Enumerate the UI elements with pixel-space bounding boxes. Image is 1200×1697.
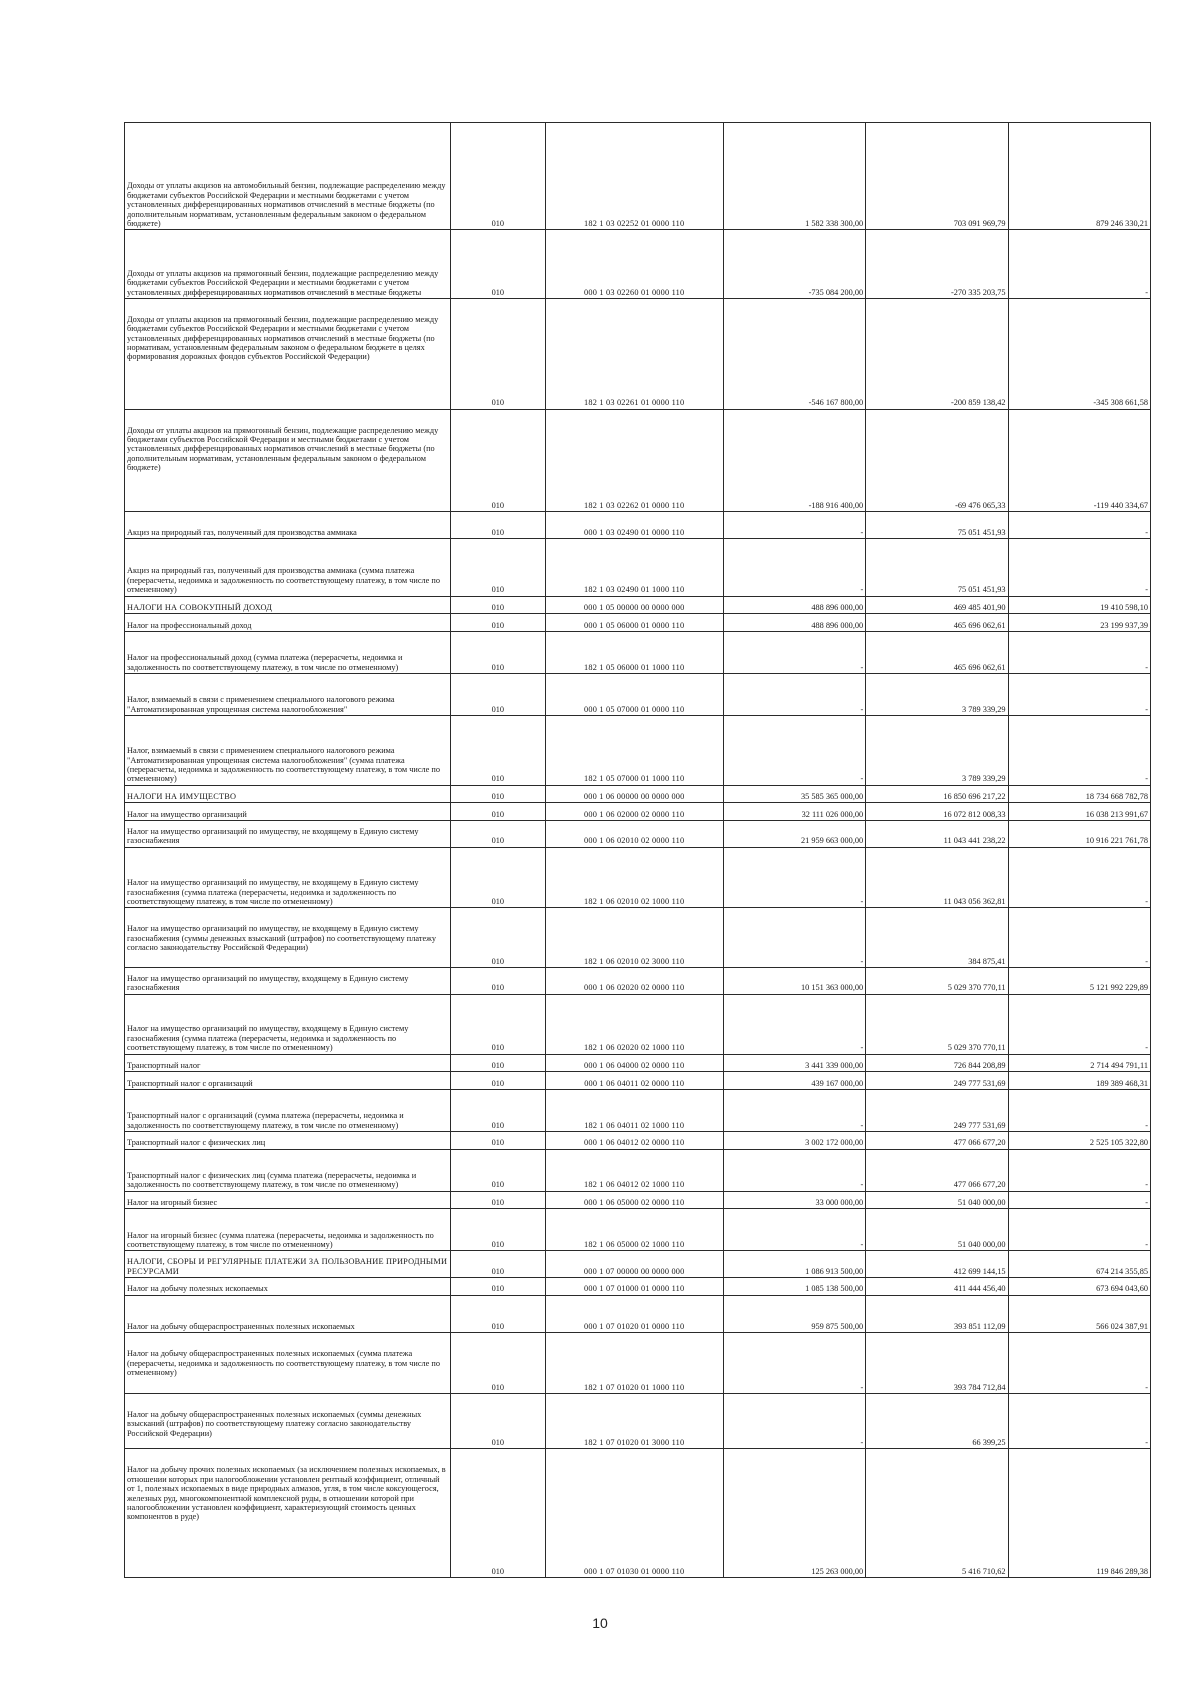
row-name: Налог на игорный бизнес: [125, 1191, 451, 1209]
row-unexecuted-amount: 879 246 330,21: [1008, 123, 1150, 230]
row-name: Налог на имущество организаций по имуществу, входящему в Единую систему газоснабжения: [125, 968, 451, 995]
row-budget-code: 000 1 06 02020 02 0000 110: [545, 968, 723, 995]
row-executed-amount: 16 850 696 217,22: [866, 785, 1008, 803]
row-name: Налог на профессиональный доход: [125, 614, 451, 632]
row-unexecuted-amount: -: [1008, 847, 1150, 908]
row-unexecuted-amount: -: [1008, 715, 1150, 785]
row-unexecuted-amount: -: [1008, 538, 1150, 596]
row-unexecuted-amount: 5 121 992 229,89: [1008, 968, 1150, 995]
row-unexecuted-amount: -: [1008, 994, 1150, 1054]
row-executed-amount: 465 696 062,61: [866, 631, 1008, 673]
table-row: [125, 409, 1151, 512]
row-budget-code: 182 1 03 02252 01 0000 110: [545, 123, 723, 230]
row-approved-amount: 32 111 026 000,00: [723, 803, 865, 821]
row-approved-amount: -546 167 800,00: [723, 298, 865, 409]
table-row: [125, 1131, 1151, 1149]
row-line-code: 010: [451, 1277, 546, 1295]
row-approved-amount: 959 875 500,00: [723, 1295, 865, 1333]
row-name: Налог, взимаемый в связи с применением специального налогового режима "Автоматизированная упрощенная система налогообложения": [125, 673, 451, 715]
table-row: [125, 821, 1151, 848]
row-unexecuted-amount: -: [1008, 1333, 1150, 1394]
row-executed-amount: 3 789 339,29: [866, 715, 1008, 785]
row-budget-code: 000 1 07 01030 01 0000 110: [545, 1449, 723, 1578]
row-budget-code: 182 1 06 04011 02 1000 110: [545, 1089, 723, 1131]
table-row: [125, 614, 1151, 632]
row-name: Налог на игорный бизнес (сумма платежа (перерасчеты, недоимка и задолженность по соответствующему платежу, в том числе по отмененному): [125, 1209, 451, 1251]
table-row: [125, 803, 1151, 821]
row-name: Транспортный налог с физических лиц: [125, 1131, 451, 1149]
row-executed-amount: 412 699 144,15: [866, 1251, 1008, 1278]
row-executed-amount: 411 444 456,40: [866, 1277, 1008, 1295]
row-budget-code: 182 1 06 04012 02 1000 110: [545, 1149, 723, 1191]
table-row: [125, 785, 1151, 803]
income-execution-table: [124, 122, 1151, 1578]
row-line-code: 010: [451, 1089, 546, 1131]
table-row: [125, 538, 1151, 596]
row-line-code: 010: [451, 596, 546, 614]
row-unexecuted-amount: 2 714 494 791,11: [1008, 1054, 1150, 1072]
table-row: [125, 1295, 1151, 1333]
row-line-code: 010: [451, 1149, 546, 1191]
row-name: Доходы от уплаты акцизов на прямогонный бензин, подлежащие распределению между бюджетами субъектов Российской Федерации и местными бюджетами с учетом установленных дифференцированных нормативов отчислений в местные бюджеты (по нормативам, установленным федеральным законом о федеральном бюджете в целях формирования дорожных фондов субъектов Российской Федерации): [125, 298, 451, 409]
row-unexecuted-amount: 2 525 105 322,80: [1008, 1131, 1150, 1149]
table-row: [125, 1149, 1151, 1191]
row-unexecuted-amount: 673 694 043,60: [1008, 1277, 1150, 1295]
row-executed-amount: 249 777 531,69: [866, 1072, 1008, 1090]
row-executed-amount: 75 051 451,93: [866, 512, 1008, 539]
row-line-code: 010: [451, 1191, 546, 1209]
row-unexecuted-amount: 23 199 937,39: [1008, 614, 1150, 632]
row-unexecuted-amount: -: [1008, 1209, 1150, 1251]
row-name: Акциз на природный газ, полученный для производства аммиака (сумма платежа (перерасчеты, недоимка и задолженность по соответствующему платежу, в том числе по отмененному): [125, 538, 451, 596]
row-unexecuted-amount: -: [1008, 1191, 1150, 1209]
row-unexecuted-amount: -: [1008, 512, 1150, 539]
table-row: [125, 715, 1151, 785]
row-budget-code: 182 1 03 02490 01 1000 110: [545, 538, 723, 596]
row-approved-amount: 35 585 365 000,00: [723, 785, 865, 803]
row-unexecuted-amount: -: [1008, 1089, 1150, 1131]
row-name: Транспортный налог с организаций: [125, 1072, 451, 1090]
table-row: [125, 673, 1151, 715]
row-approved-amount: -735 084 200,00: [723, 230, 865, 299]
row-line-code: 010: [451, 715, 546, 785]
row-budget-code: 000 1 07 01020 01 0000 110: [545, 1295, 723, 1333]
row-approved-amount: -: [723, 1089, 865, 1131]
row-line-code: 010: [451, 821, 546, 848]
row-line-code: 010: [451, 673, 546, 715]
row-budget-code: 182 1 03 02262 01 0000 110: [545, 409, 723, 512]
row-approved-amount: -: [723, 512, 865, 539]
row-approved-amount: -: [723, 673, 865, 715]
row-unexecuted-amount: 16 038 213 991,67: [1008, 803, 1150, 821]
row-budget-code: 182 1 07 01020 01 1000 110: [545, 1333, 723, 1394]
row-line-code: 010: [451, 803, 546, 821]
table-row: [125, 1251, 1151, 1278]
row-unexecuted-amount: -: [1008, 230, 1150, 299]
row-unexecuted-amount: -: [1008, 1149, 1150, 1191]
table-row: [125, 596, 1151, 614]
table-row: [125, 1072, 1151, 1090]
table-row: [125, 847, 1151, 908]
row-budget-code: 182 1 06 02010 02 3000 110: [545, 908, 723, 968]
table-row: [125, 1277, 1151, 1295]
row-approved-amount: 3 002 172 000,00: [723, 1131, 865, 1149]
row-line-code: 010: [451, 1394, 546, 1449]
row-executed-amount: 393 851 112,09: [866, 1295, 1008, 1333]
row-budget-code: 182 1 07 01020 01 3000 110: [545, 1394, 723, 1449]
row-executed-amount: -69 476 065,33: [866, 409, 1008, 512]
row-name: НАЛОГИ НА ИМУЩЕСТВО: [125, 785, 451, 803]
row-approved-amount: -: [723, 1149, 865, 1191]
row-line-code: 010: [451, 123, 546, 230]
row-approved-amount: -188 916 400,00: [723, 409, 865, 512]
row-line-code: 010: [451, 1295, 546, 1333]
row-budget-code: 000 1 06 04011 02 0000 110: [545, 1072, 723, 1090]
row-approved-amount: 488 896 000,00: [723, 614, 865, 632]
row-line-code: 010: [451, 968, 546, 995]
row-name: Налог на добычу полезных ископаемых: [125, 1277, 451, 1295]
row-executed-amount: 477 066 677,20: [866, 1149, 1008, 1191]
row-unexecuted-amount: -345 308 661,58: [1008, 298, 1150, 409]
table-row: [125, 1394, 1151, 1449]
row-approved-amount: -: [723, 538, 865, 596]
row-executed-amount: 51 040 000,00: [866, 1209, 1008, 1251]
row-executed-amount: 11 043 056 362,81: [866, 847, 1008, 908]
row-unexecuted-amount: 18 734 668 782,78: [1008, 785, 1150, 803]
row-unexecuted-amount: 10 916 221 761,78: [1008, 821, 1150, 848]
row-executed-amount: 726 844 208,89: [866, 1054, 1008, 1072]
table-row: [125, 631, 1151, 673]
row-approved-amount: -: [723, 847, 865, 908]
row-name: Налог на добычу общераспространенных полезных ископаемых (сумма платежа (перерасчеты, недоимка и задолженность по соответствующему платежу, в том числе по отмененному): [125, 1333, 451, 1394]
row-budget-code: 000 1 06 02000 02 0000 110: [545, 803, 723, 821]
row-budget-code: 000 1 03 02260 01 0000 110: [545, 230, 723, 299]
row-name: Налог на добычу общераспространенных полезных ископаемых: [125, 1295, 451, 1333]
row-name: Налог на имущество организаций по имуществу, не входящему в Единую систему газоснабжения: [125, 821, 451, 848]
row-approved-amount: 10 151 363 000,00: [723, 968, 865, 995]
row-name: Транспортный налог: [125, 1054, 451, 1072]
table-body: [125, 123, 1151, 1578]
row-name: Акциз на природный газ, полученный для производства аммиака: [125, 512, 451, 539]
row-line-code: 010: [451, 1449, 546, 1578]
table-row: [125, 1333, 1151, 1394]
row-approved-amount: 21 959 663 000,00: [723, 821, 865, 848]
table-row: [125, 1089, 1151, 1131]
row-line-code: 010: [451, 785, 546, 803]
row-unexecuted-amount: -: [1008, 1394, 1150, 1449]
row-unexecuted-amount: 674 214 355,85: [1008, 1251, 1150, 1278]
report-sheet: [124, 122, 1151, 1578]
row-budget-code: 000 1 05 07000 01 0000 110: [545, 673, 723, 715]
row-budget-code: 000 1 07 01000 01 0000 110: [545, 1277, 723, 1295]
row-unexecuted-amount: -: [1008, 631, 1150, 673]
row-name: НАЛОГИ НА СОВОКУПНЫЙ ДОХОД: [125, 596, 451, 614]
row-budget-code: 182 1 05 07000 01 1000 110: [545, 715, 723, 785]
row-executed-amount: 469 485 401,90: [866, 596, 1008, 614]
row-unexecuted-amount: 19 410 598,10: [1008, 596, 1150, 614]
row-line-code: 010: [451, 230, 546, 299]
row-approved-amount: -: [723, 715, 865, 785]
row-name: Доходы от уплаты акцизов на прямогонный бензин, подлежащие распределению между бюджетами субъектов Российской Федерации и местными бюджетами с учетом установленных дифференцированных нормативов отчислений в местные бюджеты: [125, 230, 451, 299]
row-line-code: 010: [451, 847, 546, 908]
row-approved-amount: -: [723, 1394, 865, 1449]
row-name: Налог, взимаемый в связи с применением специального налогового режима "Автоматизированная упрощенная система налогообложения" (сумма платежа (перерасчеты, недоимка и задолженность по соответствующему платежу, в том числе по отмененному): [125, 715, 451, 785]
row-unexecuted-amount: -119 440 334,67: [1008, 409, 1150, 512]
row-executed-amount: 384 875,41: [866, 908, 1008, 968]
row-budget-code: 000 1 05 06000 01 0000 110: [545, 614, 723, 632]
table-row: [125, 1054, 1151, 1072]
row-approved-amount: -: [723, 631, 865, 673]
row-line-code: 010: [451, 994, 546, 1054]
table-row: [125, 1449, 1151, 1578]
row-name: Доходы от уплаты акцизов на прямогонный бензин, подлежащие распределению между бюджетами субъектов Российской Федерации и местными бюджетами с учетом установленных дифференцированных нормативов отчислений в местные бюджеты (по дополнительным нормативам, установленным федеральным законом о федеральном бюджете): [125, 409, 451, 512]
row-budget-code: 000 1 06 00000 00 0000 000: [545, 785, 723, 803]
row-budget-code: 182 1 06 05000 02 1000 110: [545, 1209, 723, 1251]
row-approved-amount: -: [723, 1209, 865, 1251]
row-executed-amount: 16 072 812 008,33: [866, 803, 1008, 821]
row-executed-amount: -270 335 203,75: [866, 230, 1008, 299]
row-name: Налог на имущество организаций по имуществу, не входящему в Единую систему газоснабжения (сумма платежа (перерасчеты, недоимка и задолженность по соответствующему платежу, в том числе по отмененному): [125, 847, 451, 908]
table-row: [125, 968, 1151, 995]
row-executed-amount: 465 696 062,61: [866, 614, 1008, 632]
table-row: [125, 1191, 1151, 1209]
row-approved-amount: 488 896 000,00: [723, 596, 865, 614]
row-executed-amount: 5 416 710,62: [866, 1449, 1008, 1578]
row-unexecuted-amount: 566 024 387,91: [1008, 1295, 1150, 1333]
row-name: Транспортный налог с физических лиц (сумма платежа (перерасчеты, недоимка и задолженность по соответствующему платежу, в том числе по отмененному): [125, 1149, 451, 1191]
row-line-code: 010: [451, 298, 546, 409]
row-line-code: 010: [451, 631, 546, 673]
row-approved-amount: 125 263 000,00: [723, 1449, 865, 1578]
row-name: Доходы от уплаты акцизов на автомобильный бензин, подлежащие распределению между бюджетами субъектов Российской Федерации и местными бюджетами с учетом установленных дифференцированных нормативов отчислений в местные бюджеты (по дополнительным нормативам, установленным федеральным законом о федеральном бюджете): [125, 123, 451, 230]
row-line-code: 010: [451, 512, 546, 539]
table-row: [125, 994, 1151, 1054]
row-approved-amount: 439 167 000,00: [723, 1072, 865, 1090]
row-executed-amount: 66 399,25: [866, 1394, 1008, 1449]
table-row: [125, 230, 1151, 299]
row-approved-amount: 1 085 138 500,00: [723, 1277, 865, 1295]
row-executed-amount: 5 029 370 770,11: [866, 994, 1008, 1054]
row-name: Налог на имущество организаций по имуществу, входящему в Единую систему газоснабжения (сумма платежа (перерасчеты, недоимка и задолженность по соответствующему платежу, в том числе по отмененному): [125, 994, 451, 1054]
row-budget-code: 000 1 06 02010 02 0000 110: [545, 821, 723, 848]
row-executed-amount: 5 029 370 770,11: [866, 968, 1008, 995]
table-row: [125, 123, 1151, 230]
row-executed-amount: 393 784 712,84: [866, 1333, 1008, 1394]
row-executed-amount: 703 091 969,79: [866, 123, 1008, 230]
row-unexecuted-amount: -: [1008, 908, 1150, 968]
row-approved-amount: 3 441 339 000,00: [723, 1054, 865, 1072]
table-row: [125, 298, 1151, 409]
table-row: [125, 908, 1151, 968]
row-executed-amount: -200 859 138,42: [866, 298, 1008, 409]
row-executed-amount: 11 043 441 238,22: [866, 821, 1008, 848]
row-approved-amount: 1 086 913 500,00: [723, 1251, 865, 1278]
row-executed-amount: 3 789 339,29: [866, 673, 1008, 715]
row-unexecuted-amount: 189 389 468,31: [1008, 1072, 1150, 1090]
row-unexecuted-amount: 119 846 289,38: [1008, 1449, 1150, 1578]
row-name: Налог на добычу прочих полезных ископаемых (за исключением полезных ископаемых, в отношении которых при налогообложении установлен рентный коэффициент, отличный от 1, полезных ископаемых в виде природных алмазов, угля, в том числе коксующегося, железных руд, многокомпонентной комплексной руды, в отношении которой при налогообложении установлен коэффициент, характеризующий стоимость ценных компонентов в руде): [125, 1449, 451, 1578]
row-budget-code: 000 1 06 05000 02 0000 110: [545, 1191, 723, 1209]
row-line-code: 010: [451, 1072, 546, 1090]
row-approved-amount: -: [723, 908, 865, 968]
row-name: НАЛОГИ, СБОРЫ И РЕГУЛЯРНЫЕ ПЛАТЕЖИ ЗА ПОЛЬЗОВАНИЕ ПРИРОДНЫМИ РЕСУРСАМИ: [125, 1251, 451, 1278]
row-name: Налог на имущество организаций по имуществу, не входящему в Единую систему газоснабжения (суммы денежных взысканий (штрафов) по соответствующему платежу согласно законодательству Российской Федерации): [125, 908, 451, 968]
row-unexecuted-amount: -: [1008, 673, 1150, 715]
table-row: [125, 1209, 1151, 1251]
row-line-code: 010: [451, 614, 546, 632]
row-budget-code: 000 1 06 04012 02 0000 110: [545, 1131, 723, 1149]
row-approved-amount: 33 000 000,00: [723, 1191, 865, 1209]
row-line-code: 010: [451, 1251, 546, 1278]
row-approved-amount: 1 582 338 300,00: [723, 123, 865, 230]
row-line-code: 010: [451, 1131, 546, 1149]
page-number: 10: [592, 1615, 608, 1631]
row-executed-amount: 249 777 531,69: [866, 1089, 1008, 1131]
row-budget-code: 182 1 06 02010 02 1000 110: [545, 847, 723, 908]
row-name: Налог на профессиональный доход (сумма платежа (перерасчеты, недоимка и задолженность по соответствующему платежу, в том числе по отмененному): [125, 631, 451, 673]
row-budget-code: 000 1 07 00000 00 0000 000: [545, 1251, 723, 1278]
row-line-code: 010: [451, 1333, 546, 1394]
row-budget-code: 182 1 05 06000 01 1000 110: [545, 631, 723, 673]
row-line-code: 010: [451, 409, 546, 512]
row-approved-amount: -: [723, 1333, 865, 1394]
row-budget-code: 000 1 05 00000 00 0000 000: [545, 596, 723, 614]
row-executed-amount: 51 040 000,00: [866, 1191, 1008, 1209]
row-executed-amount: 75 051 451,93: [866, 538, 1008, 596]
row-name: Транспортный налог с организаций (сумма платежа (перерасчеты, недоимка и задолженность по соответствующему платежу, в том числе по отмененному): [125, 1089, 451, 1131]
row-executed-amount: 477 066 677,20: [866, 1131, 1008, 1149]
row-budget-code: 182 1 06 02020 02 1000 110: [545, 994, 723, 1054]
row-budget-code: 000 1 03 02490 01 0000 110: [545, 512, 723, 539]
row-line-code: 010: [451, 1054, 546, 1072]
row-name: Налог на добычу общераспространенных полезных ископаемых (суммы денежных взысканий (штрафов) по соответствующему платежу согласно законодательству Российской Федерации): [125, 1394, 451, 1449]
row-line-code: 010: [451, 908, 546, 968]
row-line-code: 010: [451, 1209, 546, 1251]
row-line-code: 010: [451, 538, 546, 596]
row-budget-code: 182 1 03 02261 01 0000 110: [545, 298, 723, 409]
row-name: Налог на имущество организаций: [125, 803, 451, 821]
table-row: [125, 512, 1151, 539]
row-approved-amount: -: [723, 994, 865, 1054]
row-budget-code: 000 1 06 04000 02 0000 110: [545, 1054, 723, 1072]
